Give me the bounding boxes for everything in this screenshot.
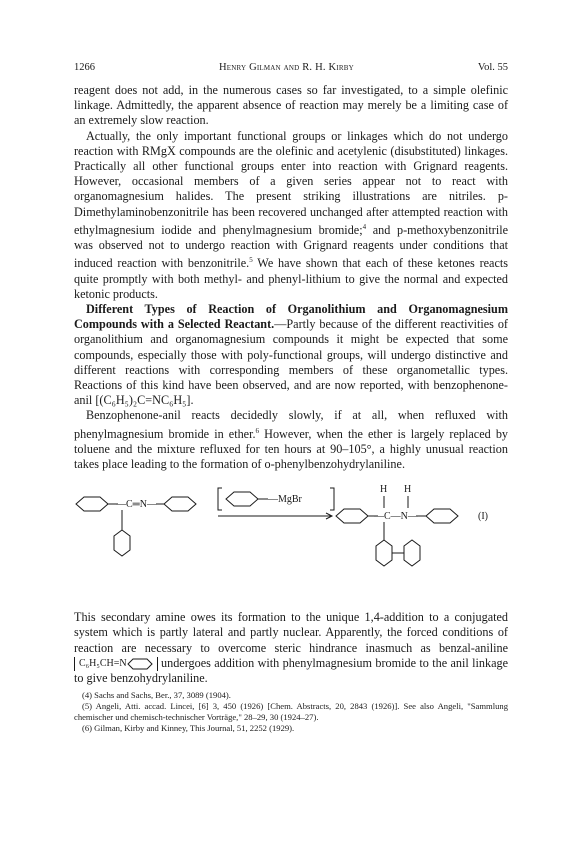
- reaction-scheme-drawing: [74, 476, 508, 604]
- paragraph-2: [74, 129, 508, 302]
- product-bond-label: —C—N—: [374, 511, 418, 523]
- volume-label: Vol. 55: [477, 62, 508, 73]
- reaction-scheme: [74, 476, 508, 604]
- product-lower-ring-2: [404, 540, 420, 566]
- paragraph-5-part-a: This secondary amine owes its formation to the unique 1,4-addition to a conjugated system which is partly lateral and partly nuclear. Apparently, the forced conditions of reaction are necessary to overcome steric hindrance inasmuch as benzal-aniline: [74, 610, 508, 655]
- running-authors: Henry Gilman and R. H. Kirby: [219, 62, 354, 73]
- product-left-ring: [336, 509, 368, 523]
- paragraph-1: reagent does not add, in the numerous cases so far investigated, to a simple olefinic linkage. Admittedly, the apparent absence of reaction may merely be a limiting case of an extremely slow reaction.: [74, 83, 508, 128]
- reactant-right-ring: [164, 497, 196, 511]
- page-number: 1266: [74, 62, 95, 73]
- product-h-left: H: [380, 484, 388, 496]
- section-heading: Different Types of Reaction of Organolithium and Organomagnesium Compounds with a Selected Reactant.: [74, 301, 508, 332]
- product-h-right: H: [404, 484, 412, 496]
- paragraph-4-part-b: However, when the ether is largely replaced by toluene and the mixture refluxed for ten hours at 90–105°, a highly unusual reaction takes place leading to the formation of o-phenylbenzohydrylaniline.: [74, 426, 509, 472]
- paragraph-2-part-b: and p-methoxybenzonitrile was observed not to undergo reaction with Grignard reagents under conditions that induced reaction with benzonitrile.: [74, 222, 509, 271]
- paragraph-2-part-a: Actually, the only important functional groups or linkages which do not undergo reaction with RMgX compounds are the olefinic and acetylenic (disubstituted) linkages. Practically all other functional groups enter into reaction with Grignard reagents. However, occasional members of a given series appear not to react with organomagnesium halides. The present striking illustrations are nitriles. p-Dimethylaminobenzonitrile has been recovered unchanged after attempted reaction with ethylmagnesium iodide and phenylmagnesium bromide;: [74, 128, 508, 237]
- paragraph-4-part-a: Benzophenone-anil reacts decidedly slowly, if at all, when refluxed with phenylmagnesium bromide in ether.: [74, 408, 508, 441]
- compound-label: (I): [478, 511, 488, 523]
- reactant-lower-ring: [114, 530, 130, 556]
- journal-page: [74, 62, 508, 734]
- reactant-bond-label: —C═N—: [116, 499, 157, 511]
- footnote-6: (6) Gilman, Kirby and Kinney, This Journal, 51, 2252 (1929).: [82, 723, 295, 734]
- benzal-aniline-ring: [127, 658, 153, 670]
- reagent-label: —MgBr: [268, 494, 302, 506]
- footnote-ref-5: 5: [249, 256, 253, 265]
- paragraph-2-part-c: We have shown that each of these ketones reacts quite promptly with both methyl- and phenyl-lithium to give the normal and expected ketonic products.: [74, 256, 509, 301]
- reactant-left-ring: [76, 497, 108, 511]
- benzal-aniline-formula-text: C₆H₅CH=N: [79, 658, 127, 670]
- footnotes: [74, 690, 508, 734]
- product-right-ring: [426, 509, 458, 523]
- paragraph-3: [74, 302, 508, 408]
- footnote-ref-6: 6: [255, 426, 260, 435]
- running-header: [74, 62, 508, 73]
- footnote-5: (5) Angeli, Atti. accad. Lincei, [6] 3, 450 (1926) [Chem. Abstracts, 20, 2843 (1926)]. See also Angeli, "Sammlung chemischer und chemisch-technischer Vorträge," 28–29, 30 (1924–27).: [74, 701, 508, 723]
- paragraph-4: [74, 408, 508, 472]
- paragraph-5: [74, 610, 508, 686]
- footnote-ref-4: 4: [362, 222, 367, 231]
- footnote-4: (4) Sachs and Sachs, Ber., 37, 3089 (1904).: [82, 690, 231, 701]
- paragraph-3-body: —Partly because of the different reactivities of organolithium and organomagnesium compounds it might be expected that some compounds, especially those with poly-functional groups, will undergo distinctive and different reactions with corresponding members of these organometallic types. Reactions of this kind have been observed, and are now reported, with benzophenone-anil [(C₆H₅)₂C=NC₆H₅].: [74, 317, 508, 408]
- product-lower-ring-1: [376, 540, 392, 566]
- paragraph-5-part-b: undergoes addition with phenylmagnesium bromide to the anil linkage to give benzohydrylaniline.: [74, 655, 508, 686]
- benzal-aniline-formula: [74, 657, 158, 671]
- reagent-phenyl-ring: [226, 492, 258, 506]
